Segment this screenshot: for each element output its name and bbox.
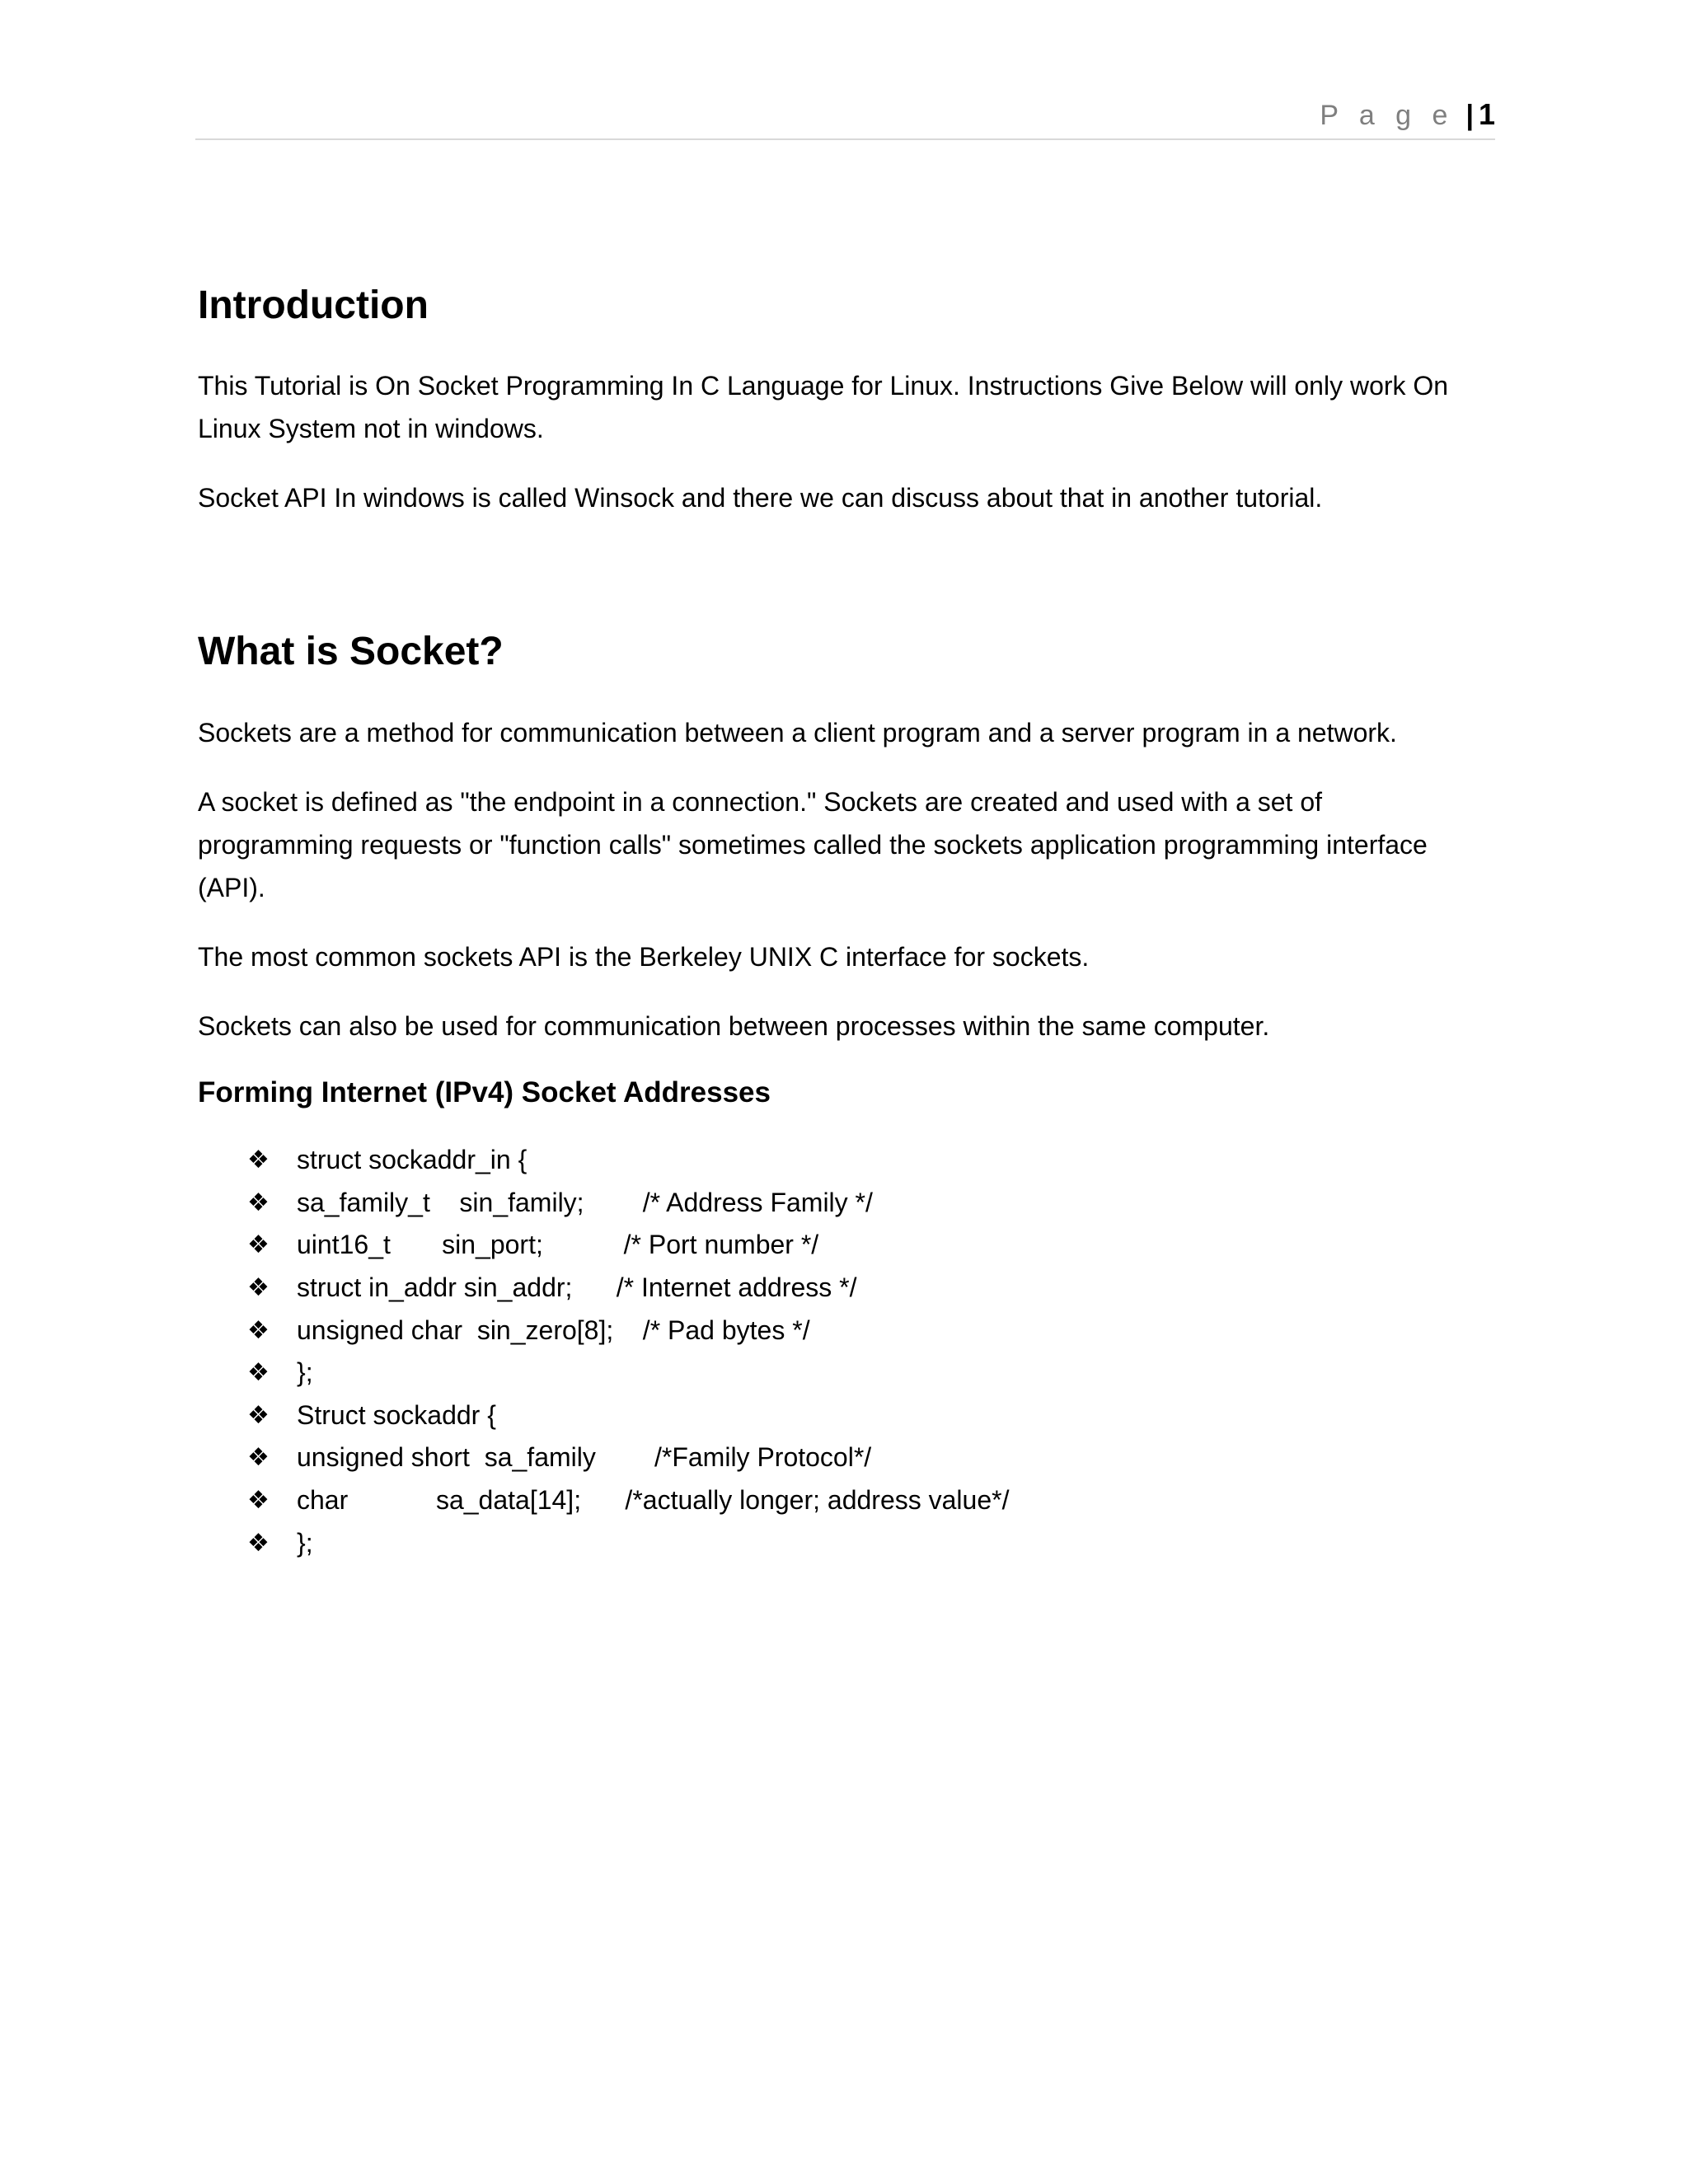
socket-paragraph-4: Sockets can also be used for communication between processes within the same computer.: [198, 1010, 1270, 1041]
list-item-text: };: [297, 1357, 313, 1388]
four-diamond-bullet-icon: ❖: [247, 1230, 270, 1260]
list-item: [198, 1436, 1484, 1479]
heading-forming-socket-addresses: Forming Internet (IPv4) Socket Addresses: [198, 1076, 771, 1108]
list-item: [198, 1182, 1484, 1225]
heading-what-is-socket: What is Socket?: [198, 630, 504, 674]
intro-paragraph-2: Socket API In windows is called Winsock and there we can discuss about that in another tutorial.: [198, 483, 1323, 513]
four-diamond-bullet-icon: ❖: [247, 1315, 270, 1345]
list-item: [198, 1224, 1484, 1267]
socket-paragraph-2: A socket is defined as "the endpoint in a connection." Sockets are created and used with a set of programming requests or "function calls" sometimes called the sockets application programming interface (API).: [198, 786, 1428, 902]
list-item: [198, 1394, 1484, 1437]
list-item-text: uint16_t sin_port; /* Port number */: [297, 1230, 819, 1260]
four-diamond-bullet-icon: ❖: [247, 1443, 270, 1473]
four-diamond-bullet-icon: ❖: [247, 1528, 270, 1558]
list-item-text: sa_family_t sin_family; /* Address Family */: [297, 1187, 873, 1217]
list-item: [198, 1267, 1484, 1310]
list-item-text: struct in_addr sin_addr; /* Internet address */: [297, 1272, 857, 1303]
four-diamond-bullet-icon: ❖: [247, 1146, 270, 1175]
header-separator: |: [1465, 100, 1474, 131]
four-diamond-bullet-icon: ❖: [247, 1188, 270, 1217]
list-item-text: char sa_data[14]; /*actually longer; address value*/: [297, 1485, 1010, 1516]
list-item-text: };: [297, 1527, 313, 1558]
list-item-text: Struct sockaddr {: [297, 1399, 496, 1430]
socket-paragraph-1: Sockets are a method for communication between a client program and a server program in a network.: [198, 717, 1397, 748]
socket-paragraph-3: The most common sockets API is the Berkeley UNIX C interface for sockets.: [198, 941, 1090, 972]
list-item: [198, 1352, 1484, 1394]
intro-paragraph-1: This Tutorial is On Socket Programming In C Language for Linux. Instructions Give Below will only work On Linux System not in windows.: [198, 371, 1449, 444]
list-item-text: unsigned short sa_family /*Family Protocol*/: [297, 1442, 872, 1473]
page-label: P a g e: [1320, 100, 1455, 131]
list-item-text: struct sockaddr_in {: [297, 1145, 528, 1175]
struct-definition-list: [198, 1139, 1484, 1564]
page-header: [195, 97, 1495, 140]
list-item: [198, 1139, 1484, 1182]
four-diamond-bullet-icon: ❖: [247, 1358, 270, 1388]
page-number: 1: [1478, 97, 1495, 131]
four-diamond-bullet-icon: ❖: [247, 1486, 270, 1516]
four-diamond-bullet-icon: ❖: [247, 1273, 270, 1303]
list-item: [198, 1479, 1484, 1522]
page-content: [198, 280, 1484, 1564]
four-diamond-bullet-icon: ❖: [247, 1400, 270, 1430]
list-item: [198, 1310, 1484, 1352]
list-item: [198, 1522, 1484, 1565]
heading-introduction: Introduction: [198, 284, 429, 327]
list-item-text: unsigned char sin_zero[8]; /* Pad bytes */: [297, 1315, 810, 1345]
